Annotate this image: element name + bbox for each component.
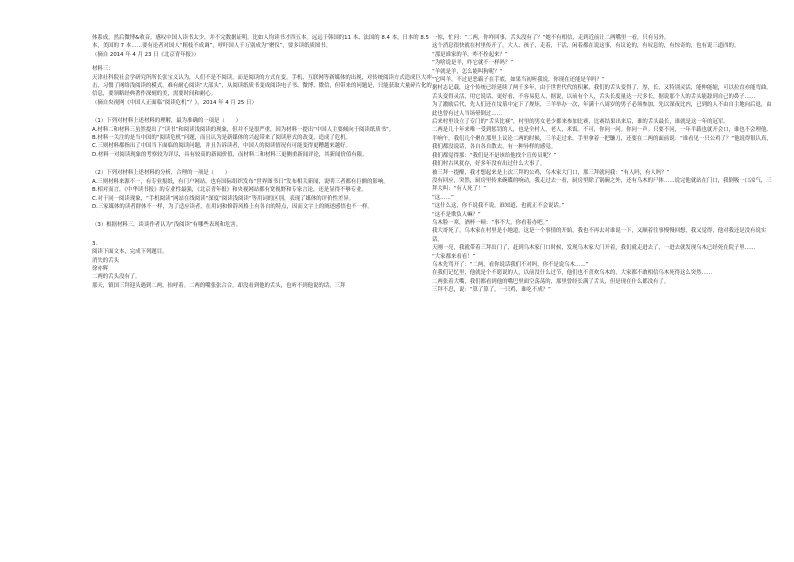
paragraph-gap — [92, 211, 434, 221]
text-paragraph: 二两是几十年来唯一受到惩罚的人，也是全村人，老人，米饭。不可，你问一问。你问一声。只要不问，一年半载也就开会口，谁也不会理他。 — [432, 127, 772, 134]
paragraph-gap — [92, 159, 434, 169]
text-paragraph: 我们村古风犹存，好多年没有出过什么大事了。 — [432, 161, 546, 168]
text-paragraph: （摘自 2014 年 4 月 23 日《北京青年报》） — [92, 51, 200, 58]
paragraph-gap — [92, 107, 434, 117]
text-paragraph: B.材料一关注的是当中国的“阅读危机”问题，而且认为是新媒体的兴起带来了阅读形式的改变，造成了危机。 — [92, 135, 351, 142]
text-paragraph: “这……” — [432, 194, 454, 201]
text-paragraph: 徐亦辉 — [92, 265, 109, 272]
text-paragraph: A.材料二和材料三虽然提出了“读书”和阅读浅阅读的现象，但并不是很严重，因为材料一提出“中国人主要倾向于阅读纸质书”。 — [92, 126, 395, 133]
text-paragraph: 一惊，忙问：“二两，你咋回事，舌头没有了？”她不有相信，走到近前让二两嘴里一看，只有另外。 — [432, 35, 670, 41]
text-paragraph: C.三则材料都指出了中国当下面临的阅读问题，并且告诉读者，中国人的阅读情况有可能变得更糟越来越好。 — [92, 143, 351, 150]
text-paragraph: 没有回应，突然，厨房里传来碗碟的响动，我走过去一看，厨房里除了锅碗之外，还有乌木的尸体……说完他就站在门口，我倒吸一口凉气，三拜大叫：“有人死了！” — [432, 177, 772, 193]
text-paragraph: 3. — [92, 240, 98, 247]
text-paragraph: A.三则材料来源不一，有专业报纸，有门户网站，也有国际组织发布“世界图书日”发布相关新闻，说明三者都有巨额的影响。 — [92, 178, 389, 185]
text-paragraph: 阅读下面文本，完成下列题目。 — [92, 249, 168, 256]
text-paragraph: “那是谁家的羊，咋不拴起来？” — [432, 51, 508, 58]
text-paragraph: 后来村里设立了专门的“舌头比赛”，村里的男女老少都来参加比赛，比赛结果出来后，谁的舌头最长，谁就是这一年的冠军。 — [432, 119, 729, 126]
left-column — [92, 34, 434, 290]
text-paragraph: 材料三： — [92, 66, 114, 73]
text-paragraph: 天刚一亮，我就带着三拜出门了，赶到乌木家门口时候，发现乌木家大门开着，我们就走进去了，一进去就发现乌木已经死在院子里…… — [432, 245, 756, 252]
text-paragraph: 乌木脸一寒，酒杯一顿：“事不大，你看着办吧。” — [432, 219, 549, 226]
text-paragraph: 天津社科院社会学研究所所长张宝义认为，人们不是不阅读，而是阅读的方式在变。手机、互联网等新媒体的出现，对传统阅读方式造成巨大冲击，习惯了网络浅阅读的模式，难有耐心阅读“大部头”，从阅读纸质书变成阅读电子书、微博、微信，但带来的问题是，只能获取大量碎片化的信息，要领略经典著作深刻的美，需要时间和耐心。 — [92, 74, 432, 98]
text-paragraph: 被三拜一提醒，我才想起来是上次三拜的公鸡，乌木家大门口，那三拜就问我：“有人吗，有人吗？” — [432, 169, 670, 176]
text-paragraph: “为啥说是羊，咋它就不一样吗？” — [432, 60, 514, 67]
text-paragraph: 那天，镇国三拜迎头遇到二两，抬呼着。二两的嘴张张合合，却没看到他的舌头，也听不到他说的话。三拜 — [92, 282, 346, 289]
text-paragraph: “这什么这，你不说我不说，谁知道，也就正不会说话。” — [432, 203, 565, 210]
text-paragraph: “它叫羊，不过是恶霸子在手底，如果当初听我说，你现在还能是羊吗？” — [432, 77, 605, 84]
text-paragraph: 在我们记忆里，他就是个不愿说的人，以前没什么过节，他们也不喜欢乌木的，大家都不敢相信乌木死得这么突然…… — [432, 270, 713, 277]
text-paragraph: 三拜不忍，说：“算了算了，一只鸡，谁吃不成？” — [432, 287, 551, 294]
text-paragraph: （摘自央视网《中国人正面临“阅读危机”？》，2014 年 4 月 25 日） — [92, 99, 257, 106]
text-paragraph: B.相对而言，《中华读书报》的专业性最强，《北京青年报》和央视网站都有宽视野和专家言论，还是显得不够专业。 — [92, 187, 367, 194]
text-paragraph: “羊就是羊，怎么能叫狗呢？” — [432, 68, 503, 75]
text-paragraph: 消失的舌头 — [92, 257, 119, 264]
paragraph-gap — [92, 230, 434, 240]
text-paragraph: “大家都来看看！” — [432, 253, 476, 260]
text-paragraph: 据村志记载，这个传统已经延续了两千多年，由于世世代代的积累，我们的舌头变得了，厚，长，又特别灵活，能伸能缩，可以拉直亦能弯曲。舌头变得灵活，用它说话，更好看，不容易犯人，据说，以前有个人，舌头长度量达一尺多长，据说那个人的舌头能舔到自己的鼻子…… — [432, 85, 772, 100]
text-paragraph: 二两张着大嘴，我们都看到他的嘴巴里面空荡荡的，那里曾经长满了舌头，但是现在什么都没有了。 — [432, 278, 670, 285]
text-paragraph: （2）下列对材料上述材料的分析，合理的一项是（ ） — [92, 170, 231, 177]
right-column — [432, 34, 774, 295]
text-paragraph: 为了激励后代，先人们还在坟墓中定下了规矩，三羊举办一次，年满十八周岁的男子必须参加，先以深夜比内，已到的人不由自主地向后退，由此也曾有过人当场晕倒过…… — [432, 102, 772, 117]
text-paragraph: C.对于同一阅读现象，“手机阅读”网站在线阅读“深度”阅读浅阅读“等用词的区别，表现了媒体的评价性差异。 — [92, 195, 355, 202]
text-paragraph: （3）根据材料三，谈谈作者认为“浅阅读”有哪些表现和危害。 — [92, 222, 242, 229]
text-paragraph: 这个消息很快就在村里传开了。大人、孩子，走着，干活，闲着都在说这事，有议论的，有叹息的，有惊奇的，也有说三道四的。 — [432, 43, 740, 50]
text-paragraph: 乌木先骂开了：“二两，看你说话我们不对吗，你不是说乌木……” — [432, 261, 589, 268]
text-paragraph: D.三家媒体的读者群体不一样，为了适应读者，在用词和修辞风格上有各自的特点，因而文字上的阐述感悟也不一样。 — [92, 203, 373, 210]
text-paragraph: D.材料一对阅读现象的考察较为详尽，具有较高的新闻价值，而材料二和材料三更侧重新闻评论，其新闻价值有限。 — [92, 151, 368, 158]
text-paragraph: （1）下列对材料上述材料的理解，最为准确的一项是（ ） — [92, 118, 241, 125]
text-paragraph: 我们都觉得那：“我们是不是该给他找个宣传员呢？” — [432, 152, 557, 159]
text-paragraph: 我大哥死了。乌木家在村里是小地道，这是一个事情的开始，我也不再去对谁说一下，又顺着往事慢慢回想，我又觉得，他对我还是没有说实话。 — [432, 228, 767, 243]
text-paragraph: “这不是欺负人嘛？” — [432, 211, 481, 218]
text-paragraph: 体系成。然后微博&收音。感叹中国人读书太少，并不完数据证明。比如人均读书才四五本。远远于韩国的11 本、法国的 8.4 本，日本的 8.5 本，美国的 7 本……要有论者对国人“粗枝不成调”，呼吁国人千万别成为“聚仪”，要多读纸质图书。 — [92, 35, 429, 50]
text-paragraph: 半响午，我们几个聚在那里上议论二两的时候，三羊走过来，手里拿着一把镰刀，还要在二两的面前说：“谁看见一只公鸡了？”他说得很认真，我们都没说话，各自各自散去，有一种异样的感觉。 — [432, 135, 772, 151]
text-paragraph: 二两的舌头没有了。 — [92, 274, 141, 281]
